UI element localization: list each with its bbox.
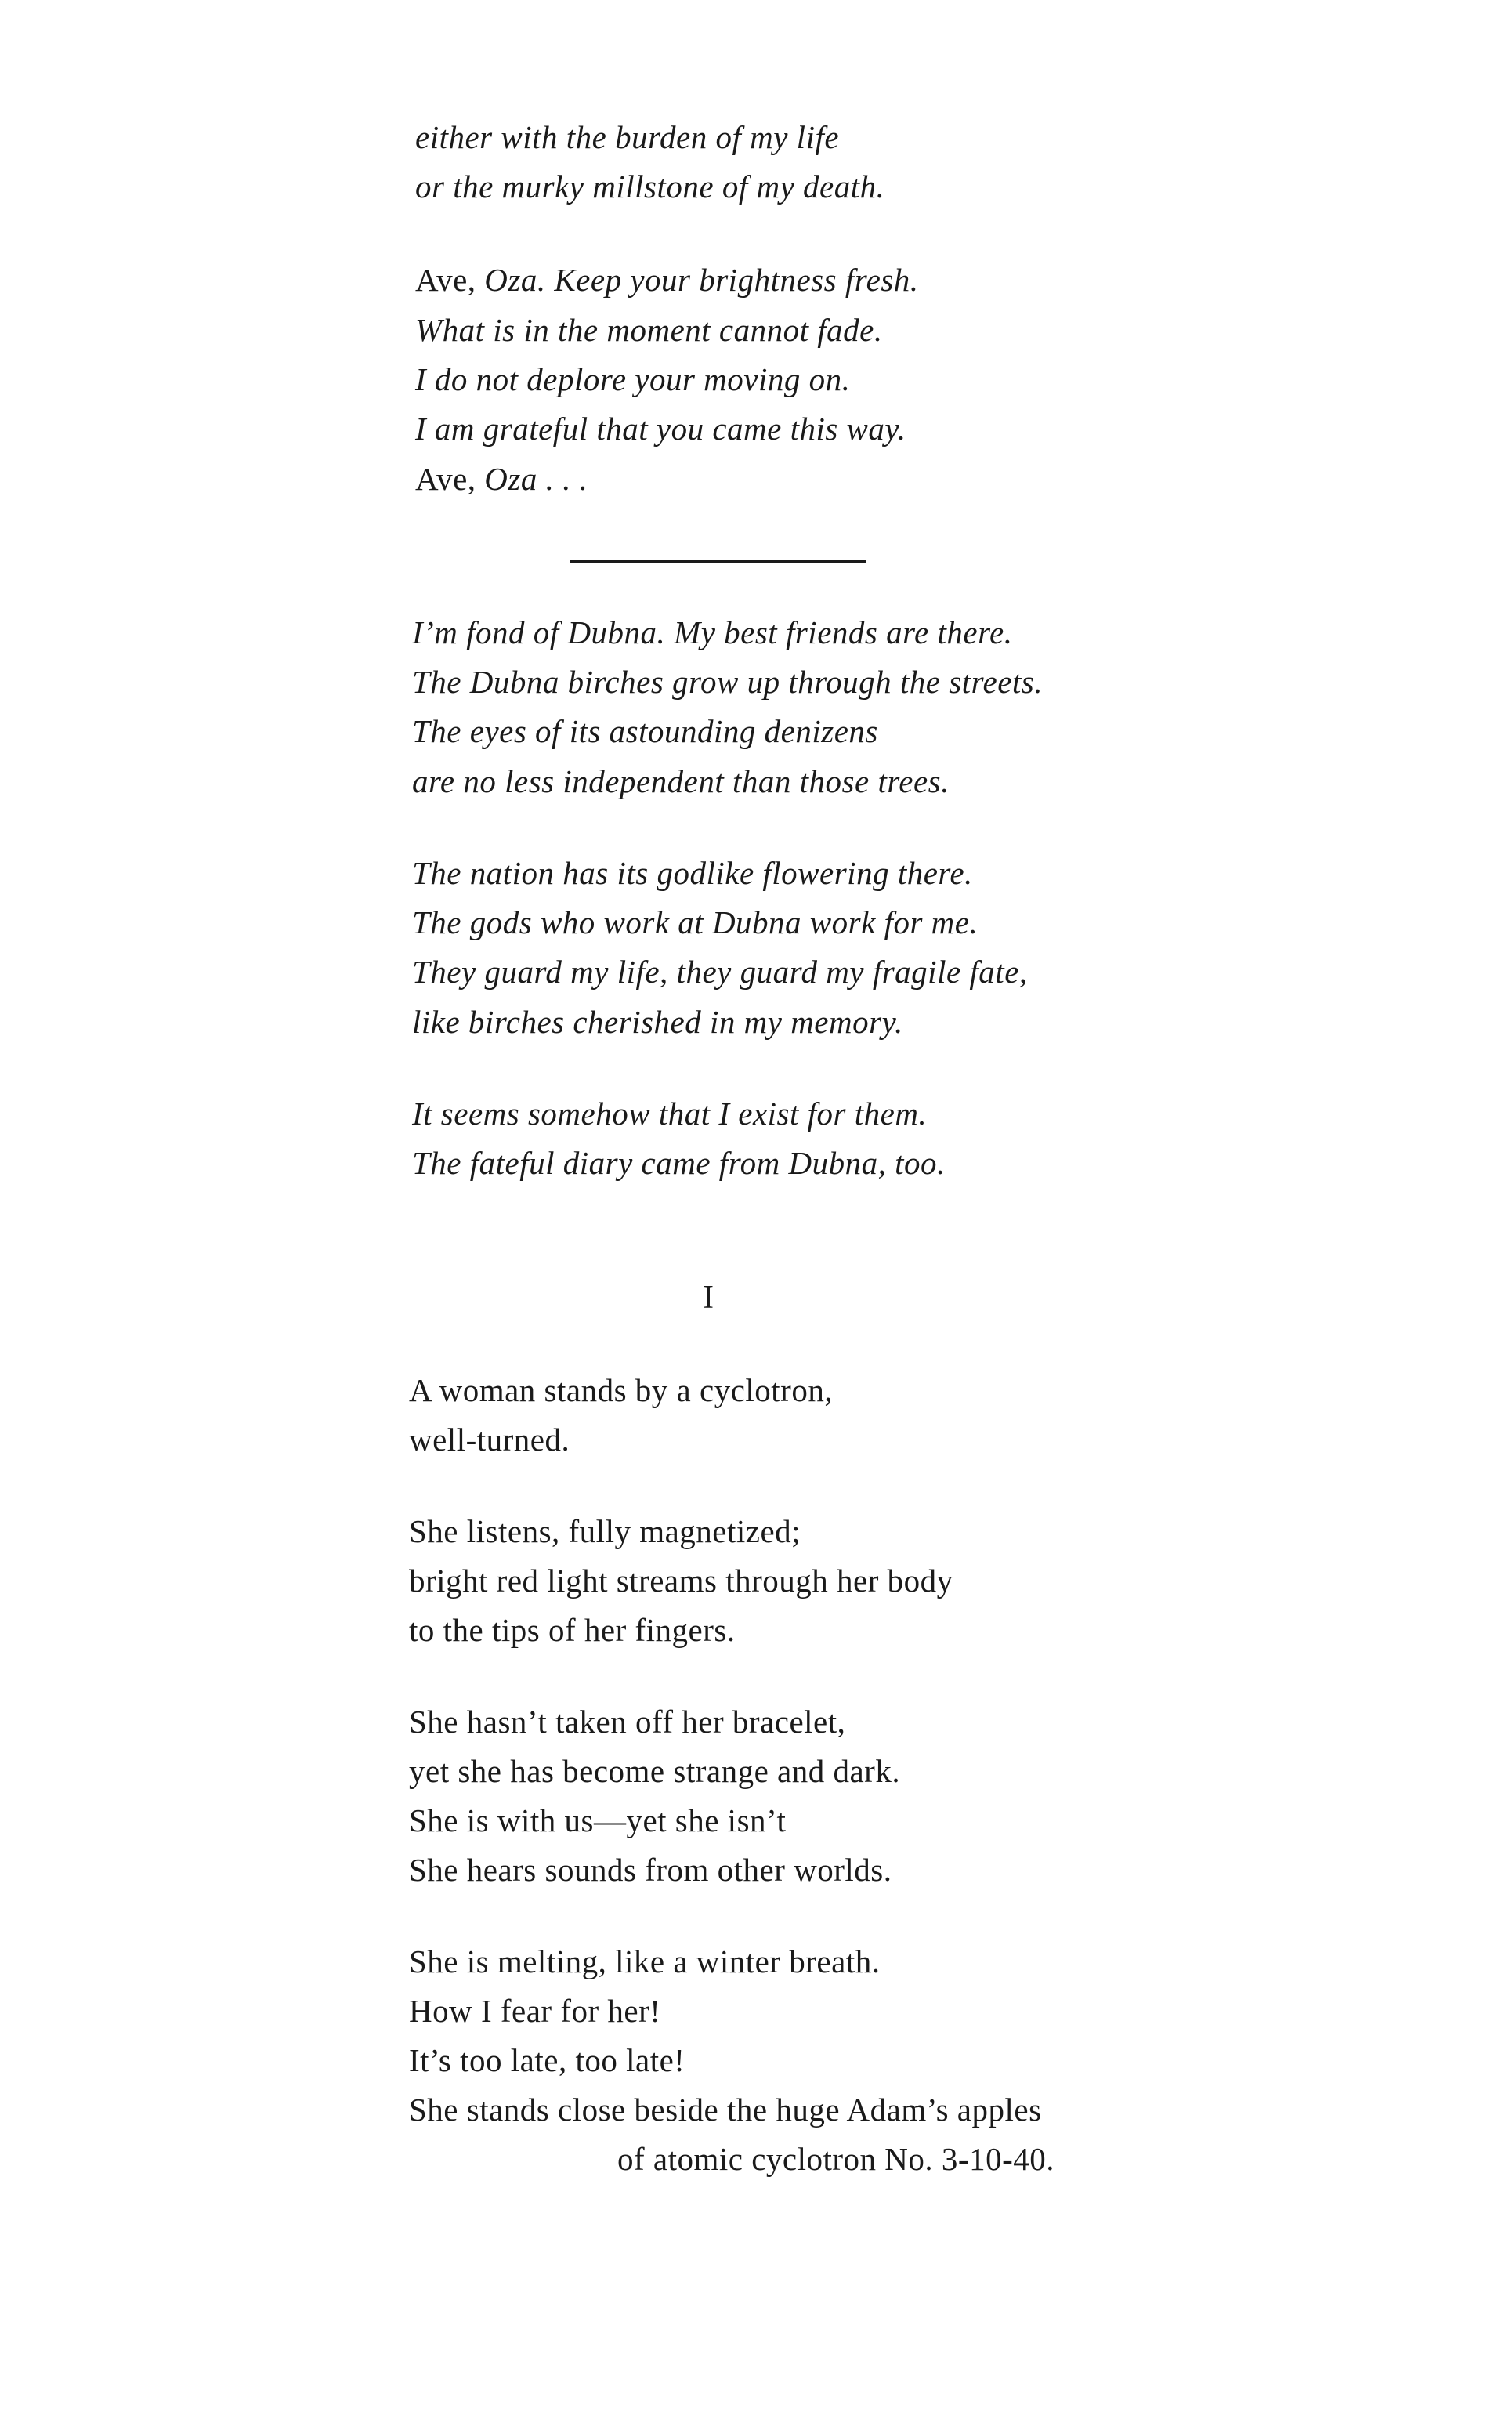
prologue-line: I am grateful that you came this way. xyxy=(415,411,906,447)
dubna-line: The nation has its godlike flowering there. xyxy=(412,855,973,891)
dubna-line: The fateful diary came from Dubna, too. xyxy=(412,1145,946,1181)
part-one-line: She listens, fully magnetized; xyxy=(409,1513,801,1549)
part-one-line: yet she has become strange and dark. xyxy=(409,1753,901,1789)
part-one-line: to the tips of her fingers. xyxy=(409,1612,736,1648)
part-one-line: well-turned. xyxy=(409,1422,570,1458)
prologue-line: either with the burden of my life xyxy=(415,119,840,155)
dubna-line: are no less independent than those trees. xyxy=(412,763,950,799)
prologue-line: What is in the moment cannot fade. xyxy=(415,312,883,348)
part-one-line: bright red light streams through her body xyxy=(409,1563,953,1599)
dubna-line: The gods who work at Dubna work for me. xyxy=(412,904,978,940)
section-numeral: I xyxy=(703,1280,714,1316)
section-divider xyxy=(570,560,866,563)
ave-word: Ave, xyxy=(415,461,485,497)
prologue-line xyxy=(415,260,919,299)
oza-phrase: Oza. Keep your brightness fresh. xyxy=(484,262,919,298)
ave-word: Ave, xyxy=(415,262,485,298)
part-one-line: She is with us—yet she isn’t xyxy=(409,1802,787,1838)
part-one-line: It’s too late, too late! xyxy=(409,2042,685,2078)
part-one-line: A woman stands by a cyclotron, xyxy=(409,1372,834,1408)
oza-phrase: Oza . . . xyxy=(484,461,588,497)
part-one-line: She hears sounds from other worlds. xyxy=(409,1852,892,1888)
part-one-line: She stands close beside the huge Adam’s apples xyxy=(409,2092,1042,2128)
dubna-line: like birches cherished in my memory. xyxy=(412,1004,903,1040)
dubna-line: They guard my life, they guard my fragile fate, xyxy=(412,954,1028,990)
prologue-line: I do not deplore your moving on. xyxy=(415,361,851,397)
prologue-line: or the murky millstone of my death. xyxy=(415,168,885,205)
part-one-line: She is melting, like a winter breath. xyxy=(409,1943,881,1979)
part-one-line: She hasn’t taken off her bracelet, xyxy=(409,1704,846,1740)
dubna-line: It seems somehow that I exist for them. xyxy=(412,1096,928,1132)
part-one-line: How I fear for her! xyxy=(409,1993,661,2029)
dubna-line: The Dubna birches grow up through the streets. xyxy=(412,664,1044,700)
dubna-line: I’m fond of Dubna. My best friends are there. xyxy=(412,614,1013,650)
dubna-line: The eyes of its astounding denizens xyxy=(412,713,878,749)
prologue-line xyxy=(415,459,588,498)
part-one-line-indented: of atomic cyclotron No. 3-10-40. xyxy=(617,2141,1054,2177)
